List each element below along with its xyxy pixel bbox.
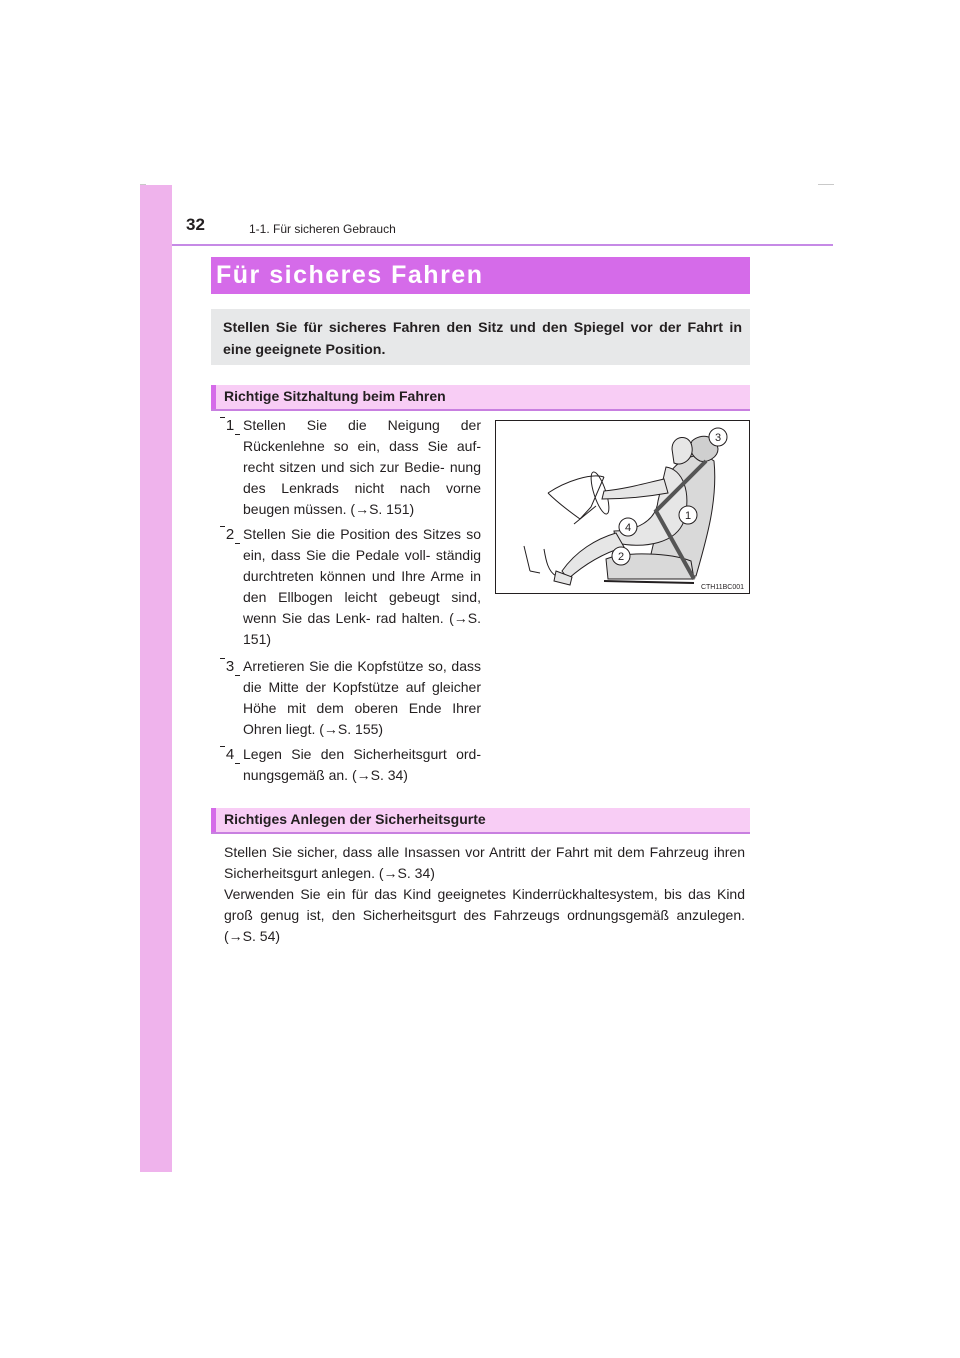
page-number: 32 — [186, 215, 205, 234]
step-number-4: 4 — [222, 746, 238, 764]
callout-1: 1 — [684, 510, 692, 522]
chapter-side-strip — [140, 185, 172, 1172]
seating-posture-illustration — [495, 420, 750, 594]
crop-mark-right — [818, 184, 834, 185]
subheading-seating-text: Richtige Sitzhaltung beim Fahren — [224, 388, 446, 404]
step-number-2: 2 — [222, 526, 238, 544]
step-text-1: Stellen Sie die Neigung der Rückenlehne so ein, dass Sie auf- recht sitzen und sich zur Bedie- nung des Lenkrads nicht nach vorne beugen müssen. (→S. 151) — [243, 417, 481, 517]
page-title: Für sicheres Fahren — [216, 261, 484, 289]
step-text-2: Stellen Sie die Position des Sitzes so ein, dass Sie die Pedale voll- ständig durchtreten können und Ihre Arme in den Ellbogen leicht gebeugt sind, wenn Sie das Lenk- rad halten. (→S. 151) — [243, 526, 481, 647]
figure-code: CTH11BC001 — [700, 584, 744, 591]
step-number-1: 1 — [222, 417, 238, 435]
subheading-seatbelts — [211, 808, 750, 834]
subheading-seatbelts-text: Richtiges Anlegen der Sicherheitsgurte — [224, 811, 486, 827]
callout-3: 3 — [714, 432, 722, 444]
step-text-4: Legen Sie den Sicherheitsgurt ord- nungsgemäß an. (→S. 34) — [243, 746, 481, 783]
callout-2: 2 — [617, 551, 625, 563]
running-header: 1-1. Für sicheren Gebrauch — [249, 222, 396, 236]
step-text-3: Arretieren Sie die Kopfstütze so, dass die Mitte der Kopfstütze auf gleicher Höhe mit dem oberen Ende Ihrer Ohren liegt. (→S. 155) — [243, 658, 481, 737]
driver-seat-drawing — [496, 421, 749, 593]
header-rule — [172, 244, 833, 246]
intro-text: Stellen Sie für sicheres Fahren den Sitz und den Spiegel vor der Fahrt in eine geeignete Position. — [223, 320, 742, 358]
crop-mark-left — [140, 184, 146, 185]
callout-4: 4 — [624, 522, 632, 534]
step-number-3: 3 — [222, 658, 238, 676]
body-paragraph-1: Stellen Sie sicher, dass alle Insassen vor Antritt der Fahrt mit dem Fahrzeug ihren Sicherheitsgurt anlegen. (→S. 34) — [224, 844, 745, 881]
subheading-seating — [211, 385, 750, 411]
body-paragraph-2: Verwenden Sie ein für das Kind geeignetes Kinderrückhaltesystem, bis das Kind groß genug ist, den Sicherheitsgurt des Fahrzeugs ordnungsgemäß anzulegen. (→S. 54) — [224, 886, 745, 944]
